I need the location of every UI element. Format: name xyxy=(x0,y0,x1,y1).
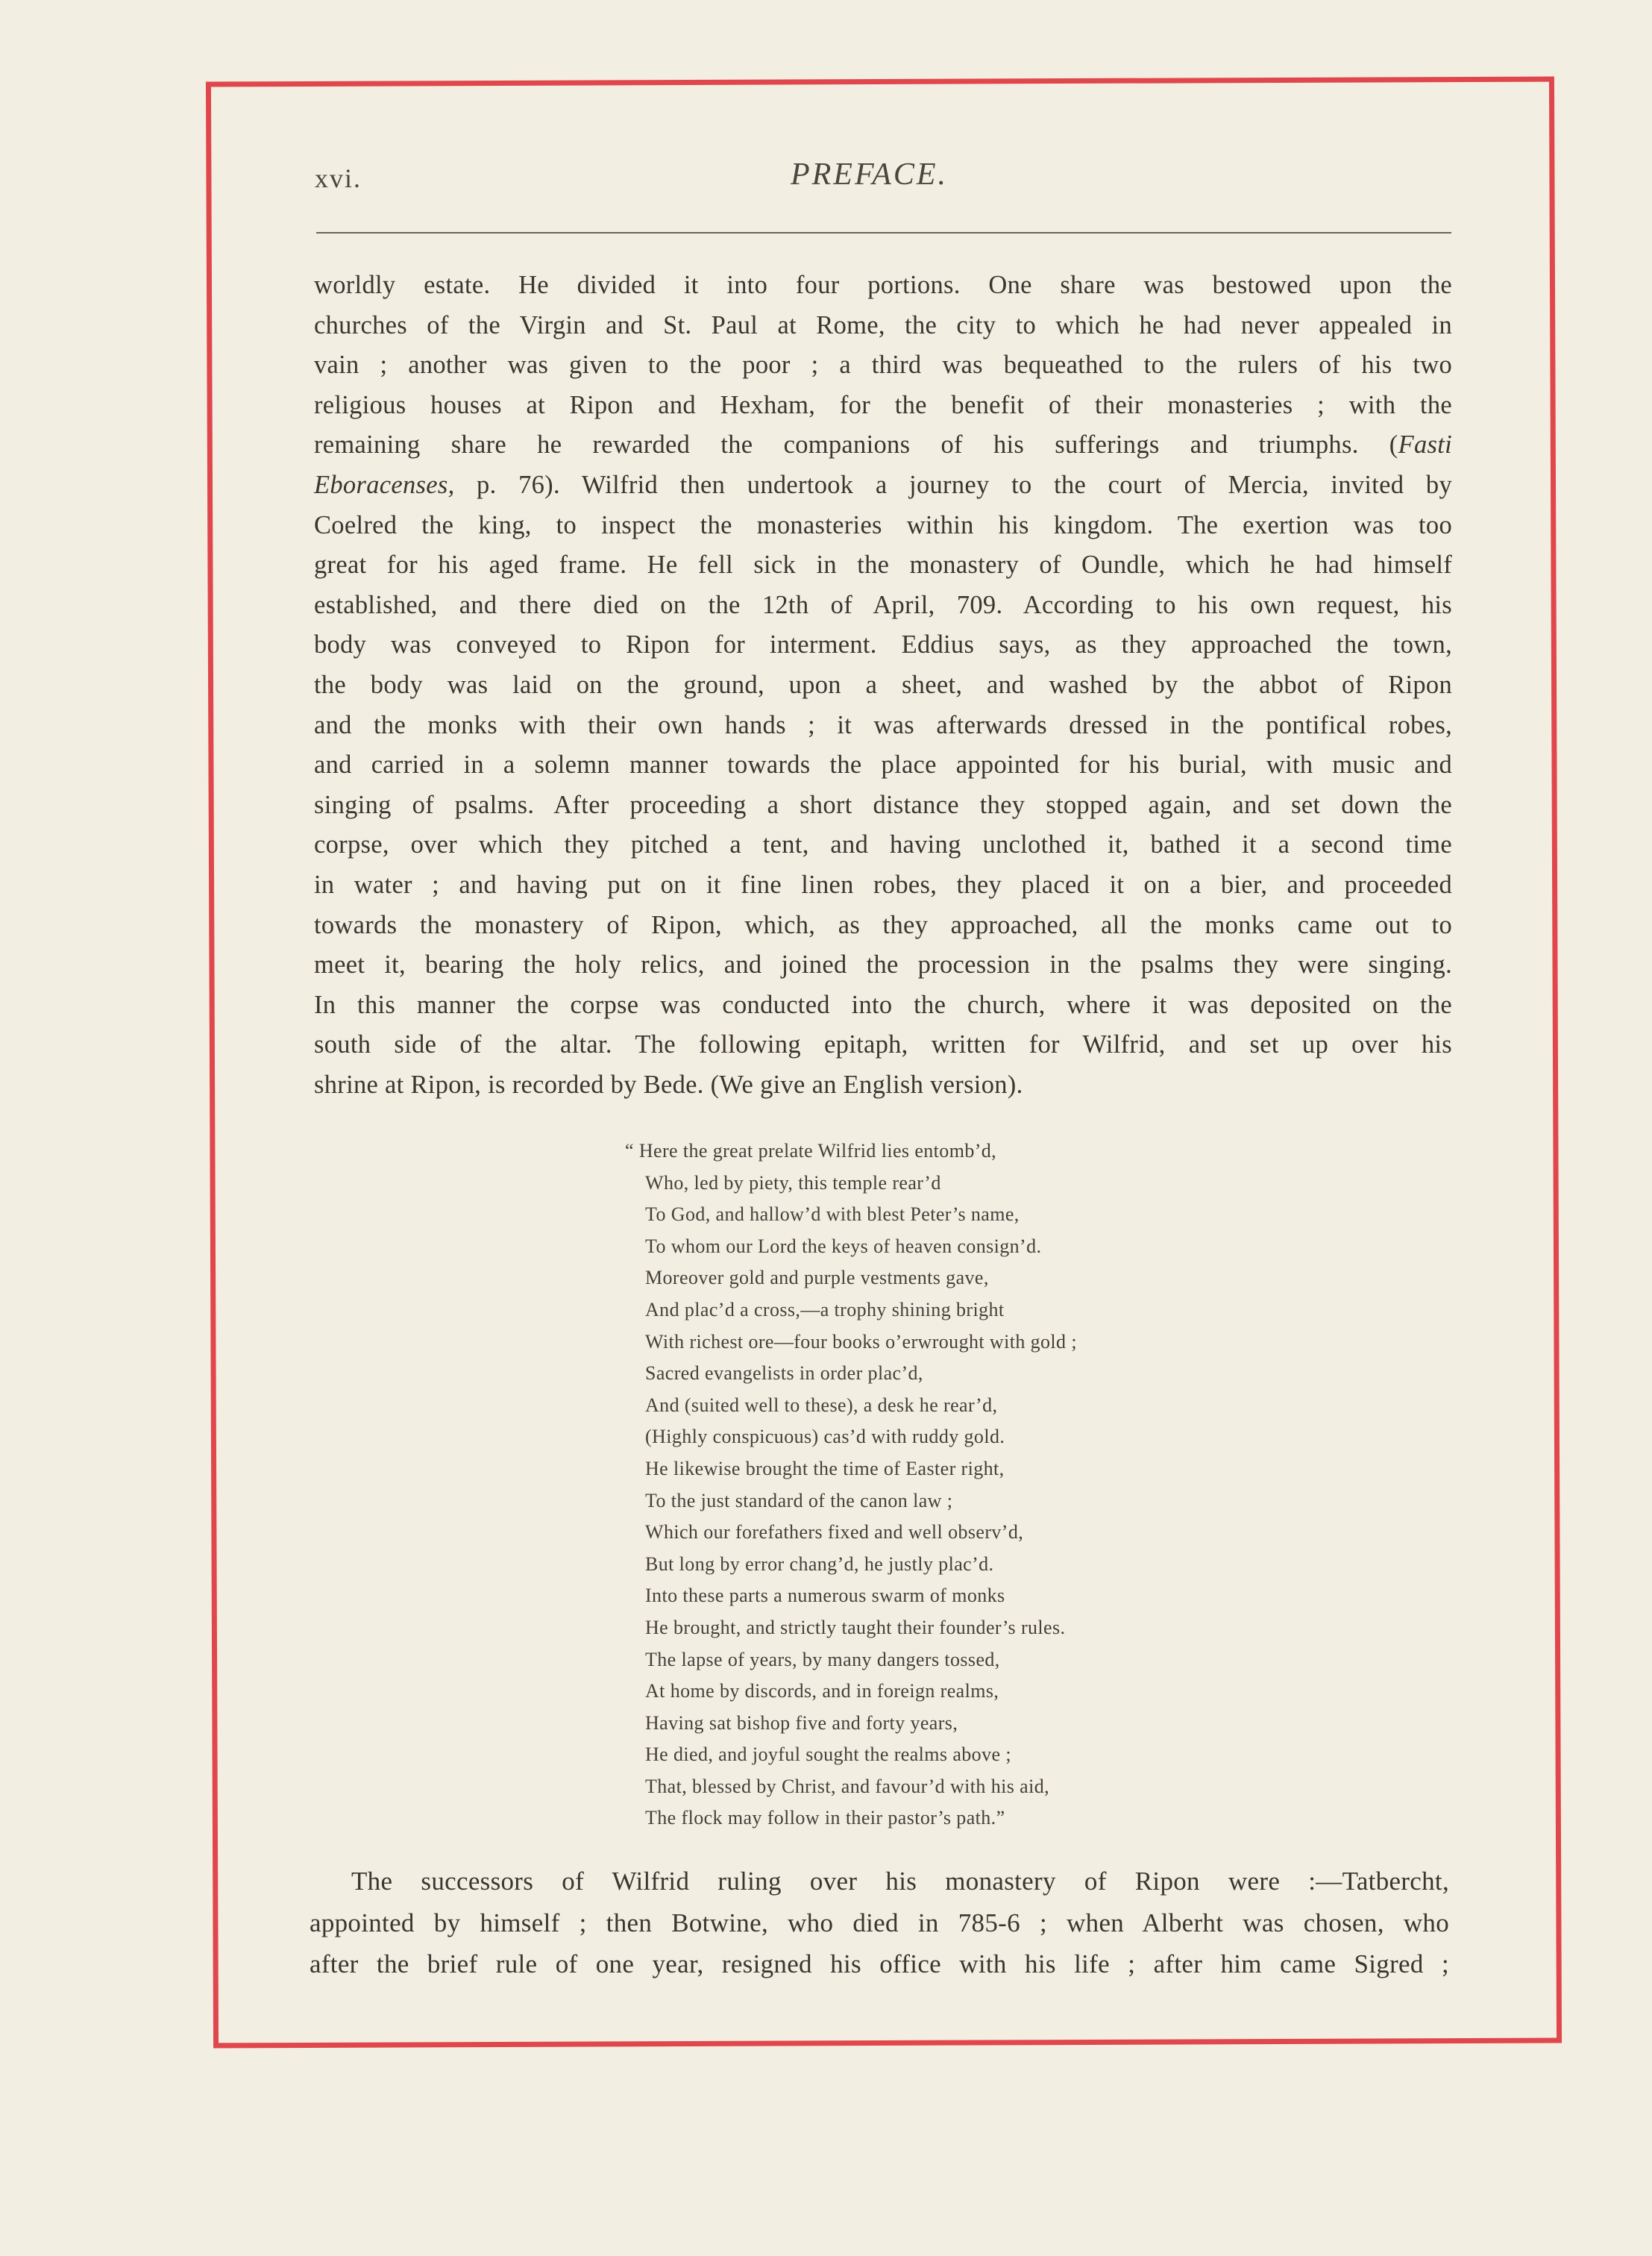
body-line: established, and there died on the 12th of April, 709. According to his own request, his xyxy=(314,590,1452,619)
epitaph-verse xyxy=(625,1135,1077,1834)
verse-line: Having sat bishop five and forty years, xyxy=(645,1711,958,1734)
verse-line: To God, and hallow’d with blest Peter’s name, xyxy=(645,1203,1020,1226)
body-line: shrine at Ripon, is recorded by Bede. (We give an English version). xyxy=(314,1070,1023,1099)
body-line: great for his aged frame. He fell sick in the monastery of Oundle, which he had himself xyxy=(314,551,1452,580)
body-line: vain ; another was given to the poor ; a third was bequeathed to the rulers of his two xyxy=(314,351,1452,380)
verse-line: He likewise brought the time of Easter right, xyxy=(645,1457,1005,1479)
verse-line: The flock may follow in their pastor’s path.” xyxy=(645,1807,1005,1829)
body-line: and the monks with their own hands ; it was afterwards dressed in the pontifical robes, xyxy=(314,710,1452,739)
body-line: meet it, bearing the holy relics, and joined the procession in the psalms they were singing. xyxy=(314,950,1452,980)
continuation-line: appointed by himself ; then Botwine, who died in 785-6 ; when Alberht was chosen, who xyxy=(310,1908,1449,1937)
verse-line: To the just standard of the canon law ; xyxy=(645,1489,953,1511)
verse-line: The lapse of years, by many dangers tossed, xyxy=(645,1648,1000,1670)
verse-line: To whom our Lord the keys of heaven consign’d. xyxy=(645,1235,1042,1257)
verse-line: He died, and joyful sought the realms above ; xyxy=(645,1743,1011,1766)
verse-line: And (suited well to these), a desk he rear’d, xyxy=(645,1394,998,1416)
verse-line: At home by discords, and in foreign realms, xyxy=(645,1680,999,1702)
running-head: PREFACE. xyxy=(791,157,949,192)
verse-line: With richest ore—four books o’erwrought with gold ; xyxy=(645,1330,1077,1353)
body-line: In this manner the corpse was conducted into the church, where it was deposited on the xyxy=(314,990,1452,1019)
verse-line: Into these parts a numerous swarm of monks xyxy=(645,1585,1005,1607)
body-line: the body was laid on the ground, upon a sheet, and washed by the abbot of Ripon xyxy=(314,670,1452,699)
body-line: singing of psalms. After proceeding a short distance they stopped again, and set down the xyxy=(314,790,1452,819)
body-line: in water ; and having put on it fine linen robes, they placed it on a bier, and proceeded xyxy=(314,870,1452,899)
continuation-line: The successors of Wilfrid ruling over his monastery of Ripon were :—Tatbercht, xyxy=(351,1867,1449,1896)
verse-line: Who, led by piety, this temple rear’d xyxy=(645,1171,941,1194)
body-line: and carried in a solemn manner towards the place appointed for his burial, with music and xyxy=(314,751,1452,780)
body-line: Coelred the king, to inspect the monasteries within his kingdom. The exertion was too xyxy=(314,510,1452,539)
body-paragraph xyxy=(314,266,1452,1105)
verse-line: Sacred evangelists in order plac’d, xyxy=(645,1362,923,1385)
verse-line: Which our forefathers fixed and well observ’d, xyxy=(645,1521,1024,1544)
verse-line: But long by error chang’d, he justly plac’d. xyxy=(645,1552,994,1575)
continuation-paragraph xyxy=(310,1861,1449,1985)
verse-line: That, blessed by Christ, and favour’d with his aid, xyxy=(645,1775,1049,1797)
page-number: xvi. xyxy=(315,163,362,193)
verse-line: And plac’d a cross,—a trophy shining bright xyxy=(645,1298,1005,1320)
body-line: Eboracenses, p. 76). Wilfrid then undertook a journey to the court of Mercia, invited by xyxy=(314,470,1452,499)
body-line: remaining share he rewarded the companions of his sufferings and triumphs. (Fasti xyxy=(314,430,1452,460)
continuation-line: after the brief rule of one year, resigned his office with his life ; after him came Sigred ; xyxy=(310,1949,1449,1978)
verse-line: Moreover gold and purple vestments gave, xyxy=(645,1267,989,1289)
body-line: worldly estate. He divided it into four portions. One share was bestowed upon the xyxy=(314,271,1452,299)
verse-line: He brought, and strictly taught their founder’s rules. xyxy=(645,1616,1066,1638)
body-line: religious houses at Ripon and Hexham, for the benefit of their monasteries ; with the xyxy=(314,390,1452,419)
body-line: south side of the altar. The following epitaph, written for Wilfrid, and set up over his xyxy=(314,1030,1452,1059)
body-line: churches of the Virgin and St. Paul at Rome, the city to which he had never appealed in xyxy=(314,310,1452,339)
verse-line: “ Here the great prelate Wilfrid lies entomb’d, xyxy=(625,1140,997,1162)
body-line: towards the monastery of Ripon, which, as they approached, all the monks came out to xyxy=(314,910,1452,939)
body-line: corpse, over which they pitched a tent, and having unclothed it, bathed it a second time xyxy=(314,830,1452,859)
header-rule xyxy=(316,232,1451,234)
body-line: body was conveyed to Ripon for interment. Eddius says, as they approached the town, xyxy=(314,630,1452,659)
verse-line: (Highly conspicuous) cas’d with ruddy gold. xyxy=(645,1426,1005,1448)
